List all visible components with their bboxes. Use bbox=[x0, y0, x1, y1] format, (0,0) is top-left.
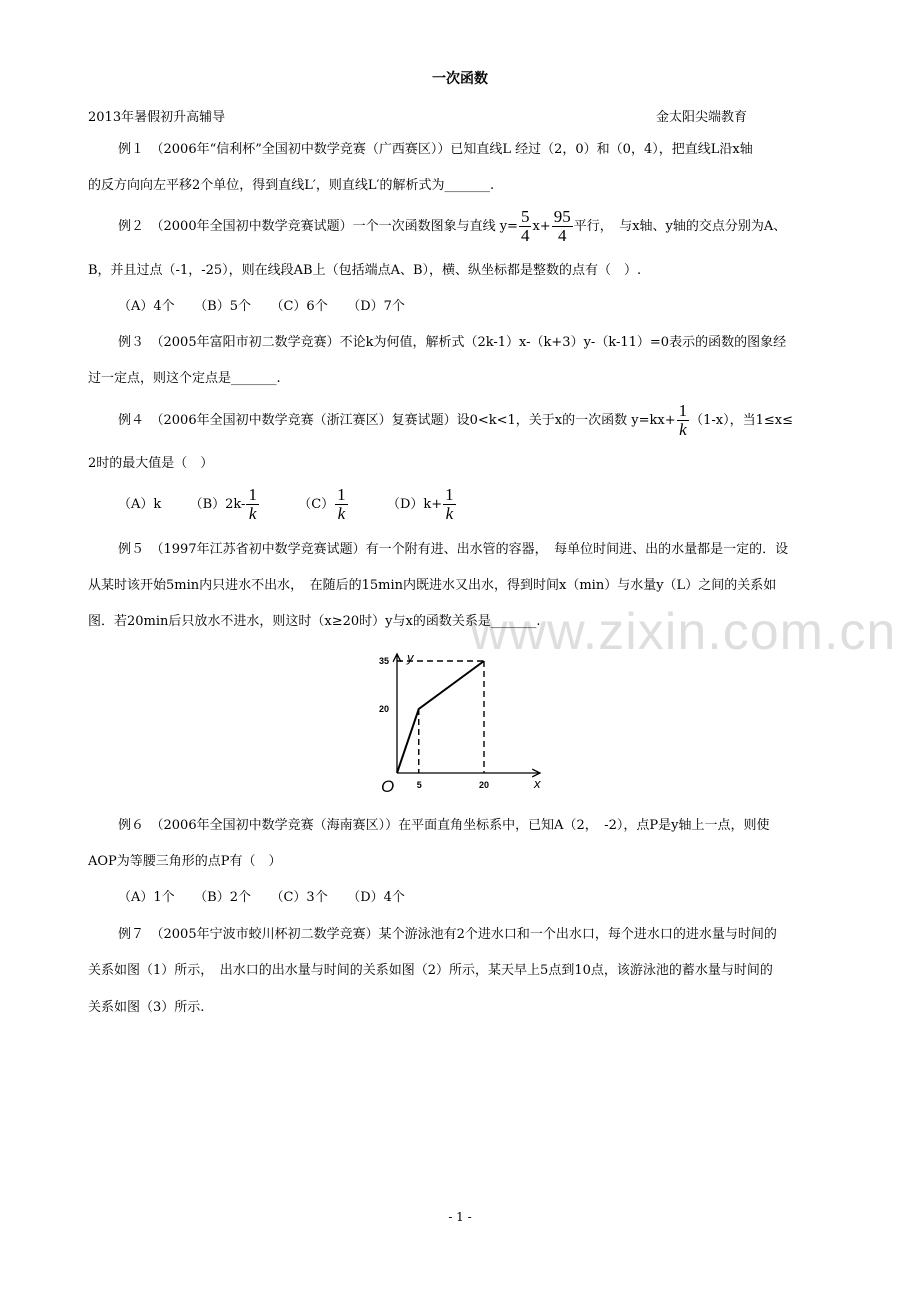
fraction-1-over-k bbox=[246, 486, 259, 523]
example-4-options bbox=[118, 486, 457, 523]
origin-label: O bbox=[381, 777, 395, 796]
fraction-numerator: 1 bbox=[337, 485, 346, 504]
fraction-95-over-4 bbox=[552, 208, 573, 245]
y-tick-label: 20 bbox=[379, 704, 390, 714]
header-course: 2013年暑假初升高辅导 bbox=[88, 110, 226, 125]
example-2-text-b: x+ bbox=[532, 219, 551, 234]
example-2-text-c: 平行， 与x轴、y轴的交点分别为A、 bbox=[573, 219, 787, 234]
fraction-numerator: 1 bbox=[248, 485, 257, 504]
fraction-denominator: k bbox=[337, 504, 346, 523]
example-3-line-1: 例３ （2005年富阳市初二数学竞赛）不论k为何值，解析式（2k-1）x-（k+3）y-（k-11）=0表示的函数的图象经 bbox=[118, 335, 787, 350]
fraction-numerator: 95 bbox=[553, 207, 571, 226]
water-volume-chart bbox=[360, 642, 560, 802]
example-4-line-1 bbox=[118, 402, 793, 439]
page-number: - 1 - bbox=[448, 1210, 472, 1224]
example-2-line-1 bbox=[118, 208, 786, 245]
example-4-text-b: （1-x），当1≤x≤ bbox=[690, 413, 793, 428]
example-1-line-2: 的反方向向左平移2个单位，得到直线L′，则直线L′的解析式为_______. bbox=[88, 178, 495, 193]
fraction-1-over-k bbox=[443, 486, 456, 523]
example-4-text-a: 例４ （2006年全国初中数学竞赛（浙江赛区）复赛试题）设0<k<1，关于x的一次函数 y=kx+ bbox=[118, 413, 676, 428]
fraction-denominator: k bbox=[248, 504, 257, 523]
water-volume-series bbox=[397, 661, 484, 773]
option-a: （A）k bbox=[118, 497, 162, 512]
fraction-denominator: 4 bbox=[557, 226, 567, 245]
header-organization: 金太阳尖端教育 bbox=[656, 110, 748, 125]
fraction-5-over-4 bbox=[519, 208, 532, 245]
example-2-options: （A）4个 （B）5个 （C）6个 （D）7个 bbox=[118, 299, 405, 314]
example-2-text-a: 例２ （2000年全国初中数学竞赛试题）一个一次函数图象与直线 y= bbox=[118, 219, 518, 234]
y-axis-label: y bbox=[407, 650, 414, 665]
x-tick-label: 5 bbox=[416, 780, 422, 790]
example-4-line-2: 2时的最大值是（ ） bbox=[88, 456, 214, 471]
example-5-line-1: 例５ （1997年江苏省初中数学竞赛试题）有一个附有进、出水管的容器， 每单位时间进、出的水量都是一定的．设 bbox=[118, 542, 789, 557]
x-tick-label: 20 bbox=[479, 780, 490, 790]
watermark: www.zixin.com.cn bbox=[470, 603, 897, 661]
example-7-line-1: 例７ （2005年宁波市蛟川杯初二数学竞赛）某个游泳池有2个进水口和一个出水口，每个进水口的进水量与时间的 bbox=[118, 927, 777, 942]
page-title: 一次函数 bbox=[432, 71, 488, 87]
example-3-line-2: 过一定点，则这个定点是_______. bbox=[88, 371, 281, 386]
fraction-numerator: 5 bbox=[520, 207, 530, 226]
example-7-line-2: 关系如图（1）所示， 出水口的出水量与时间的关系如图（2）所示，某天早上5点到10点，该游泳池的蓄水量与时间的 bbox=[88, 963, 773, 978]
option-b: （B）2k- bbox=[189, 497, 246, 512]
example-6-options: （A）1个 （B）2个 （C）3个 （D）4个 bbox=[118, 890, 405, 905]
example-1-line-1: 例１ （2006年“信利杯”全国初中数学竞赛（广西赛区））已知直线L 经过（2，0）和（0，4），把直线L沿x轴 bbox=[118, 142, 753, 157]
y-tick-label: 35 bbox=[379, 656, 390, 666]
example-6-line-1: 例６ （2006年全国初中数学竞赛（海南赛区））在平面直角坐标系中，已知A（2， -2），点P是y轴上一点，则使 bbox=[118, 818, 770, 833]
fraction-denominator: 4 bbox=[520, 226, 530, 245]
fraction-1-over-k bbox=[677, 402, 690, 439]
example-6-line-2: AOP为等腰三角形的点P有（ ） bbox=[88, 854, 282, 869]
fraction-denominator: k bbox=[445, 504, 454, 523]
option-c: （C） bbox=[298, 497, 335, 512]
fraction-1-over-k bbox=[335, 486, 348, 523]
fraction-denominator: k bbox=[679, 420, 687, 439]
x-axis-label: x bbox=[534, 776, 541, 791]
example-2-line-2: B，并且过点（-1，-25），则在线段AB上（包括端点A、B），横、纵坐标都是整数的点有（ ）. bbox=[88, 263, 642, 278]
option-d: （D）k+ bbox=[386, 497, 443, 512]
fraction-numerator: 1 bbox=[445, 485, 454, 504]
example-5-line-2: 从某时该开始5min内只进水不出水， 在随后的15min内既进水又出水，得到时间x（min）与水量y（L）之间的关系如 bbox=[88, 578, 777, 593]
fraction-numerator: 1 bbox=[678, 401, 688, 420]
example-7-line-3: 关系如图（3）所示. bbox=[88, 1000, 205, 1015]
example-5-line-3: 图．若20min后只放水不进水，则这时（x≥20时）y与x的函数关系是_______. bbox=[88, 614, 541, 629]
